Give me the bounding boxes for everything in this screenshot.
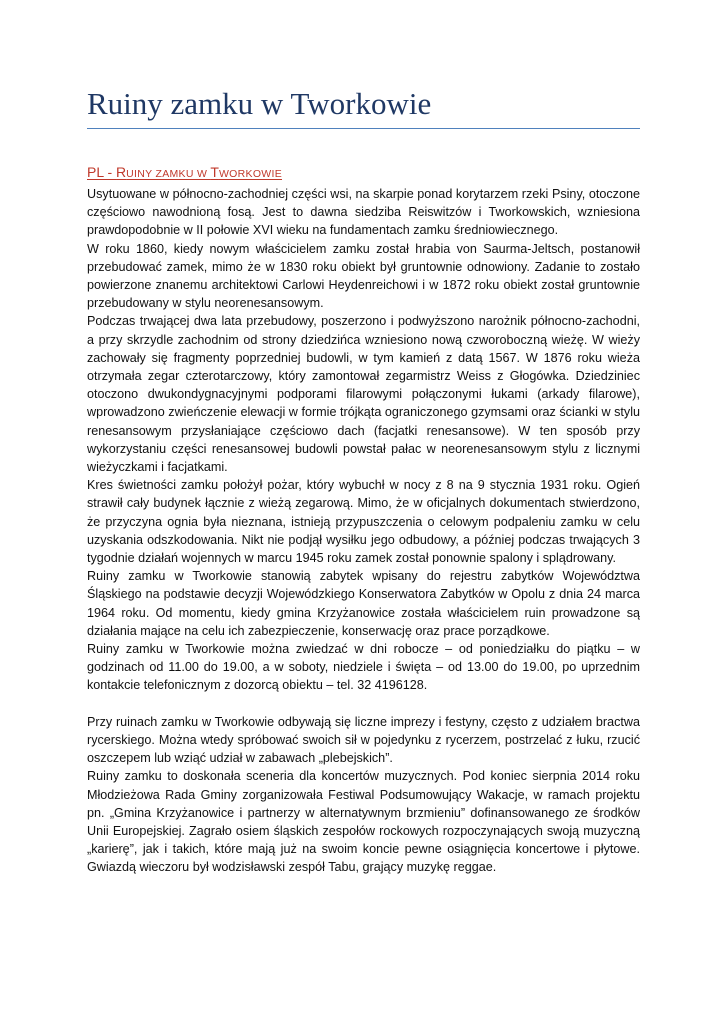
section-heading-r-rest: UINY ZAMKU W: [126, 168, 211, 180]
paragraph-reconstruction: Podczas trwającej dwa lata przebudowy, poszerzono i podwyższono narożnik północno-zachodni, a przy skrzydle zachodnim od strony dziedzińca wzniesiono nową czworoboczną wieżę. W wieży zachowały się fragmenty poprzedniej budowli, w tym kamień z datą 1567. W 1876 roku wieża otrzymała zegar czterotarczowy, który zamontował zegarmistrz Weiss z Głogówka. Dziedziniec otoczono dwukondygnacyjnymi podporami filarowymi połączonymi łukami (arkady filarowe), wprowadzono zwieńczenie elewacji w formie trójkąta ograniczonego gzymsami oraz ścianki w stylu renesansowym przysłaniające częściowo dach (facjatki renesansowe). W ten sposób przy wykorzystaniu części renesansowej budowli powstał pałac w neorenesansowym stylu z licznymi wieżyczkami i facjatkami.: [87, 314, 640, 475]
paragraph-rebuild-1860: W roku 1860, kiedy nowym właścicielem zamku został hrabia von Saurma-Jeltsch, postanowił przebudować zamek, mimo że w 1830 roku obiekt był gruntownie odnowiony. Zadanie to zostało powierzone znanemu architektowi Carlowi Heydenreichowi i w 1872 roku obiekt został gruntownie przebudowany w stylu neorenesansowym.: [87, 241, 640, 311]
section-heading: [87, 163, 282, 183]
section-heading-r-cap: R: [116, 164, 127, 180]
title-divider: [87, 128, 640, 129]
document-body: [87, 185, 640, 877]
paragraph-monument: Ruiny zamku w Tworkowie stanowią zabytek wpisany do rejestru zabytków Województwa Śląskiego na podstawie decyzji Wojewódzkiego Konserwatora Zabytków w Opolu z dnia 24 marca 1964 roku. Od momentu, kiedy gmina Krzyżanowice została właścicielem ruin prowadzone są działania mające na celu ich zabezpieczenie, konserwację oraz prace porządkowe.: [87, 569, 640, 638]
paragraph-visiting-hours: Ruiny zamku w Tworkowie można zwiedzać w dni robocze – od poniedziałku do piątku – w godzinach od 11.00 do 19.00, a w soboty, niedziele i święta – od 13.00 do 19.00, po uprzednim kontakcie telefonicznym z dozorcą obiektu – tel. 32 4196128.: [87, 642, 640, 693]
paragraph-concerts: Ruiny zamku to doskonała sceneria dla koncertów muzycznych. Pod koniec sierpnia 2014 roku Młodzieżowa Rada Gminy zorganizowała Festiwal Podsumowujący Wakacje, w ramach projektu pn. „Gmina Krzyżanowice i partnerzy w alternatywnym brzmieniu” dofinansowanego ze środków Unii Europejskiej. Zagrało osiem śląskich zespołów rockowych rozpoczynających swoją muzyczną „karierę”, jak i takich, które mają już na swoim koncie pewne osiągnięcia koncertowe i płytowe. Gwiazdą wieczoru był wodzisławski zespół Tabu, grający muzykę reggae.: [87, 769, 640, 875]
paragraph-location: Usytuowane w północno-zachodniej części wsi, na skarpie ponad korytarzem rzeki Psiny, otoczone częściowo nawodnioną fosą. Jest to dawna siedziba Reiswitzów i Tworkowskich, wzniesiona prawdopodobnie w II połowie XVI wieku na fundamentach zamku średniowiecznego.: [87, 187, 640, 238]
document-title: Ruiny zamku w Tworkowie: [87, 86, 432, 121]
section-heading-t-rest: WORKOWIE: [218, 168, 283, 180]
section-heading-t-cap: T: [210, 164, 219, 180]
paragraph-events: Przy ruinach zamku w Tworkowie odbywają się liczne imprezy i festyny, często z udziałem bractwa rycerskiego. Można wtedy spróbować swoich sił w pojedynku z rycerzem, postrzelać z łuku, rzucić oszczepem lub wziąć udział w zabawach „plebejskich”.: [87, 714, 640, 766]
section-heading-prefix: PL -: [87, 164, 117, 180]
paragraph-spacer: [87, 695, 640, 713]
paragraph-fire: Kres świetności zamku położył pożar, który wybuchł w nocy z 8 na 9 stycznia 1931 roku. Ogień strawił cały budynek łącznie z wieżą zegarową. Mimo, że w oficjalnych dokumentach stwierdzono, że przyczyna ognia była nieznana, istnieją przypuszczenia o celowym podpaleniu zamku w celu uzyskania odszkodowania. Nikt nie podjął wysiłku jego odbudowy, a później podczas trwających 3 tygodnie działań wojennych w marcu 1945 roku zamek został ponownie spalony i splądrowany.: [87, 478, 640, 566]
